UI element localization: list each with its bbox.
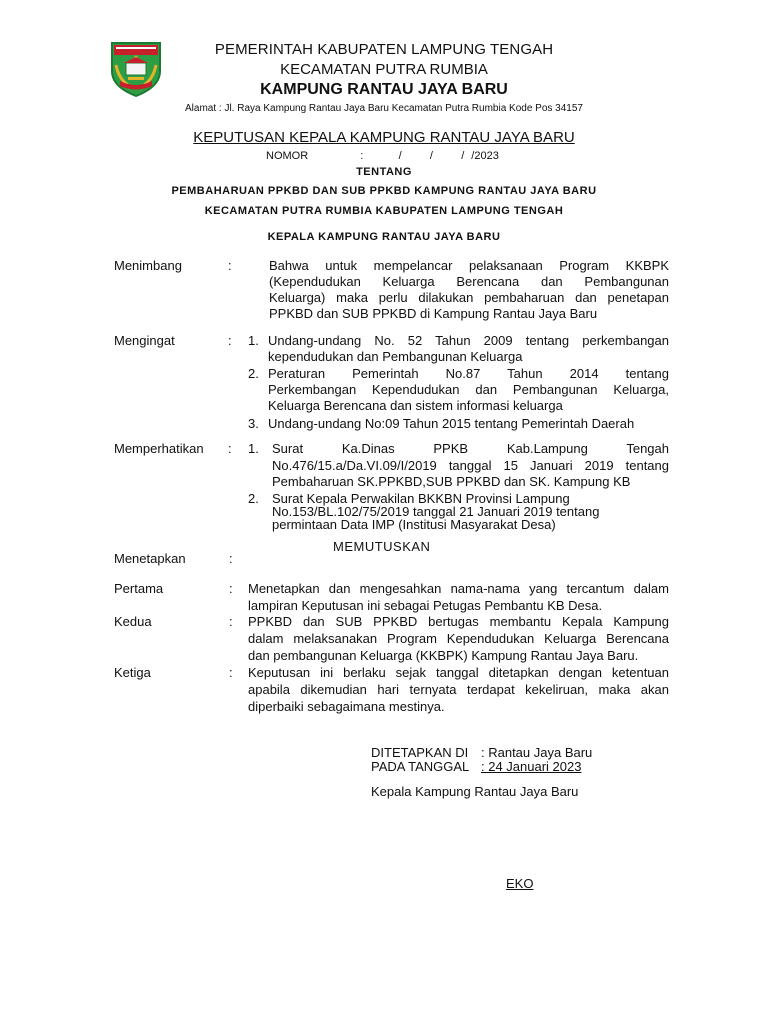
clause-colon: : xyxy=(229,581,233,596)
decree-number xyxy=(266,150,499,162)
clause-line: diperbaiki sebagaimana mestinya. xyxy=(248,699,445,714)
noting-item-number: 1. xyxy=(248,441,259,456)
clause-line: dalam melaksanakan Program Kependudukan Keluarga Berencana xyxy=(248,631,669,646)
recalling-item-line: Undang-undang No:09 Tahun 2015 tentang Pemerintah Daerah xyxy=(268,416,635,431)
clause-label: Ketiga xyxy=(114,665,151,680)
letterhead-village: KAMPUNG RANTAU JAYA BARU xyxy=(260,81,508,98)
deciding-heading: MEMUTUSKAN xyxy=(333,539,431,554)
clause-line: Menetapkan dan mengesahkan nama-nama yang tercantum dalam xyxy=(248,581,669,596)
clause-label: Kedua xyxy=(114,614,152,629)
recalling-item-line: Perkembangan Kependudukan dan Pembangunan Keluarga, xyxy=(268,382,669,397)
clause-colon: : xyxy=(229,614,233,629)
noting-item-number: 2. xyxy=(248,491,259,506)
recalling-item-line: Keluarga Berencana dan sistem informasi keluarga xyxy=(268,398,563,413)
signature-place-label: DITETAPKAN DI xyxy=(371,745,469,760)
decree-subject-line-1: PEMBAHARUAN PPKBD DAN SUB PPKBD KAMPUNG RANTAU JAYA BARU xyxy=(171,185,597,197)
decree-issuer: KEPALA KAMPUNG RANTAU JAYA BARU xyxy=(267,231,501,243)
considering-line: (Kependudukan Keluarga Berencana dan Pembangunan xyxy=(269,274,669,289)
recalling-item-number: 3. xyxy=(248,416,259,431)
clause-colon: : xyxy=(229,665,233,680)
signature-position: Kepala Kampung Rantau Jaya Baru xyxy=(371,784,579,799)
considering-line: Keluarga) maka perlu dilakukan pembaharuan dan penetapan xyxy=(269,290,669,305)
recalling-colon: : xyxy=(228,333,232,348)
noting-item-line: No.476/15.a/Da.VI.09/I/2019 tanggal 15 Januari 2019 tentang xyxy=(272,458,669,473)
clause-line: PPKBD dan SUB PPKBD bertugas membantu Kepala Kampung xyxy=(248,614,669,629)
deciding-label: Menetapkan xyxy=(114,551,186,566)
signature-date xyxy=(371,758,581,775)
letterhead-regency: PEMERINTAH KABUPATEN LAMPUNG TENGAH xyxy=(214,41,554,58)
noting-item-line: permintaan Data IMP (Institusi Masyarakat Desa) xyxy=(272,517,556,532)
clause-line: lampiran Keputusan ini sebagai Petugas Pembantu KB Desa. xyxy=(248,598,603,613)
deciding-colon: : xyxy=(229,551,233,566)
decree-title: KEPUTUSAN KEPALA KAMPUNG RANTAU JAYA BARU xyxy=(193,129,575,146)
recalling-item-line: Peraturan Pemerintah No.87 Tahun 2014 tentang xyxy=(268,366,669,381)
noting-label: Memperhatikan xyxy=(114,441,204,456)
recalling-item-number: 1. xyxy=(248,333,259,348)
considering-line: PPKBD dan SUB PPKBD di Kampung Rantau Jaya Baru xyxy=(269,306,598,321)
recalling-item-line: kependudukan dan Pembangunan Keluarga xyxy=(268,349,523,364)
signatory-name: EKO xyxy=(506,876,534,891)
letterhead-address: Alamat : Jl. Raya Kampung Rantau Jaya Baru Kecamatan Putra Rumbia Kode Pos 34157 xyxy=(184,103,583,114)
signature-date-label: PADA TANGGAL xyxy=(371,759,470,774)
considering-colon: : xyxy=(228,258,232,273)
clause-line: Keputusan ini berlaku sejak tanggal ditetapkan dengan ketentuan xyxy=(248,665,669,680)
decree-number-label: NOMOR xyxy=(266,150,309,162)
decree-number-value: : / / / /2023 xyxy=(360,150,499,162)
clause-line: dan pembangunan Keluarga (KKBPK) Kampung Rantau Jaya Baru. xyxy=(248,648,639,663)
signature-place-value: : Rantau Jaya Baru xyxy=(481,745,593,760)
considering-label: Menimbang xyxy=(114,258,182,273)
considering-line: Bahwa untuk mempelancar pelaksanaan Program KKBPK xyxy=(269,258,669,273)
noting-item-line: Pembaharuan SK.PPKBD,SUB PPKBD dan SK. Kampung KB xyxy=(272,474,631,489)
decree-about-label: TENTANG xyxy=(356,166,412,178)
recalling-item-line: Undang-undang No. 52 Tahun 2009 tentang perkembangan xyxy=(268,333,669,348)
letterhead-district: KECAMATAN PUTRA RUMBIA xyxy=(280,61,488,78)
noting-item-line: Surat Ka.Dinas PPKB Kab.Lampung Tengah xyxy=(272,441,669,456)
noting-colon: : xyxy=(228,441,232,456)
recalling-label: Mengingat xyxy=(114,333,175,348)
noting-item-line: No.153/BL.102/75/2019 tanggal 21 Januari 2019 tentang xyxy=(272,504,600,519)
clause-label: Pertama xyxy=(114,581,164,596)
decree-subject-line-2: KECAMATAN PUTRA RUMBIA KABUPATEN LAMPUNG TENGAH xyxy=(204,205,564,217)
noting-item-line: Surat Kepala Perwakilan BKKBN Provinsi Lampung xyxy=(272,491,570,506)
recalling-item-number: 2. xyxy=(248,366,259,381)
clause-line: apabila dikemudian hari ternyata terdapat kekeliruan, maka akan xyxy=(248,682,669,697)
signature-date-value: : 24 Januari 2023 xyxy=(481,759,582,774)
